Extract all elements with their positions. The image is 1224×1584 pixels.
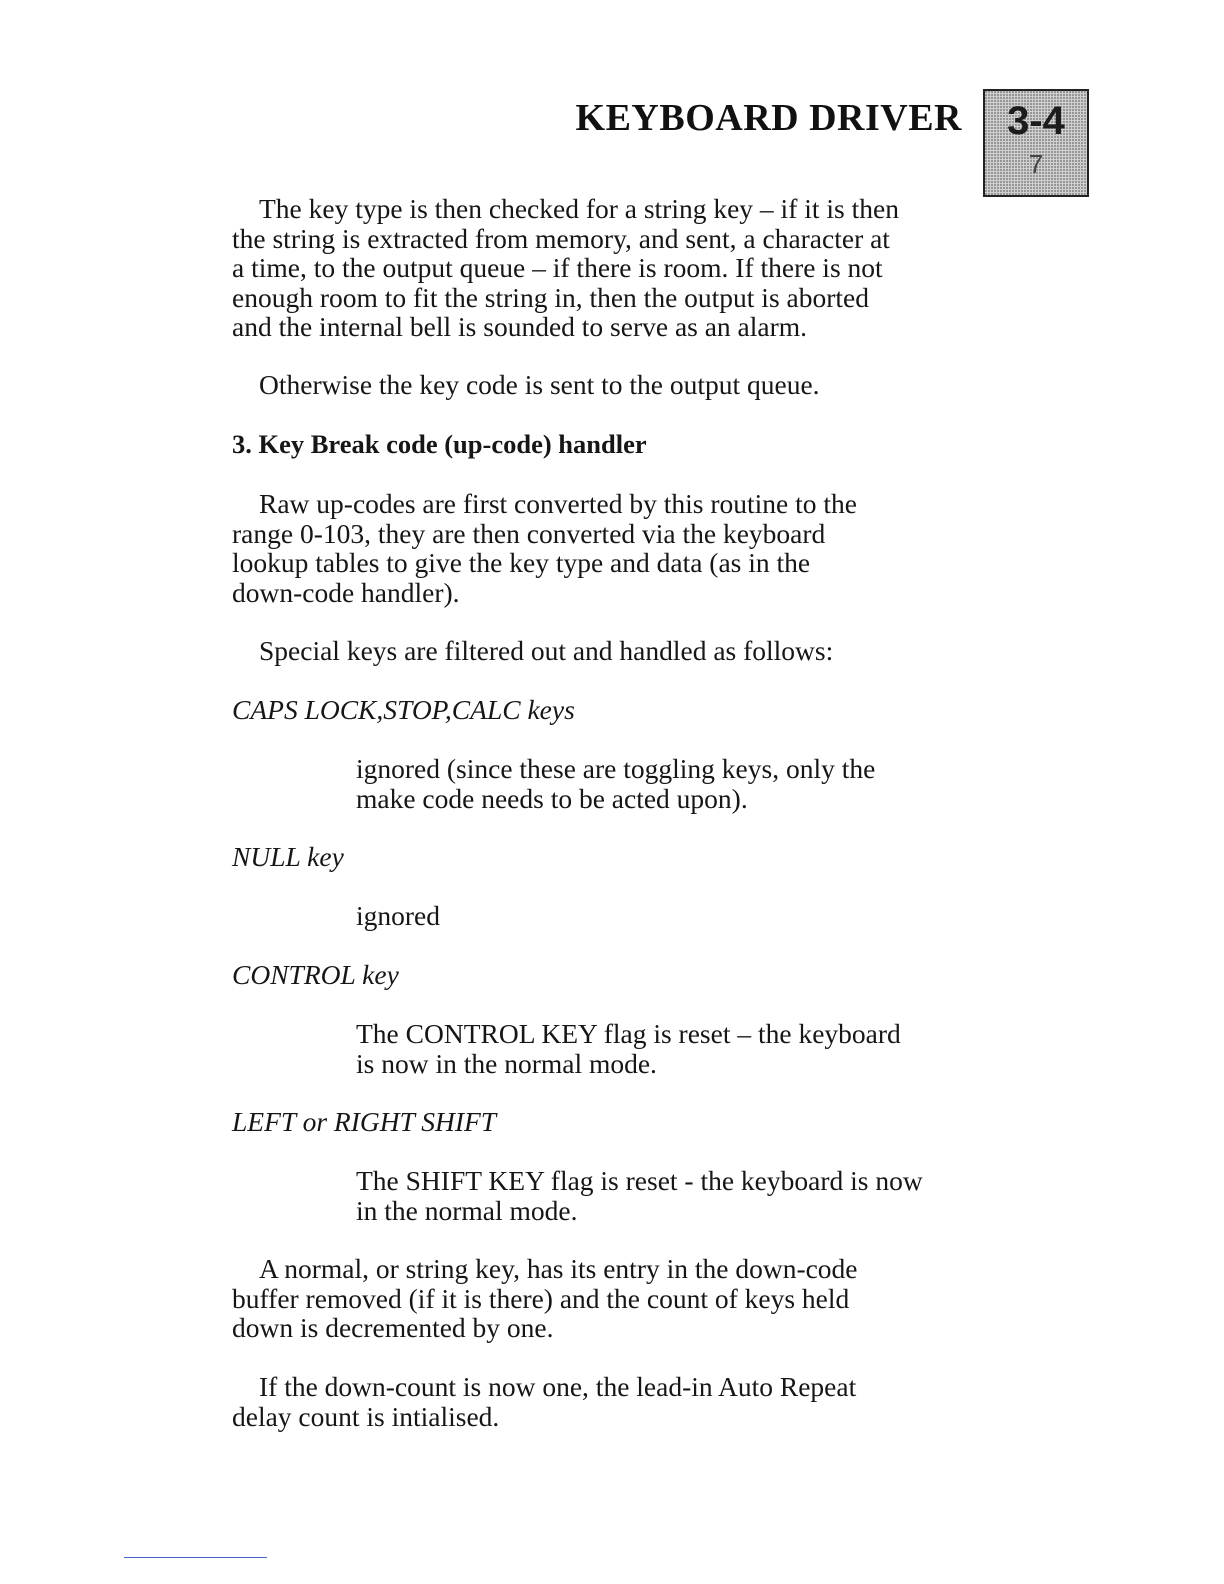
text-line: down is decremented by one.: [232, 1312, 554, 1343]
text-line: The CONTROL KEY flag is reset – the keyboard: [356, 1018, 901, 1049]
definition-description: [356, 1166, 986, 1225]
paragraph-normal-key: [232, 1254, 977, 1343]
text-line: is now in the normal mode.: [356, 1047, 657, 1079]
text-line: lookup tables to give the key type and data (as in the: [232, 547, 811, 578]
paragraph-raw-upcodes: [232, 489, 977, 607]
page-title: KEYBOARD DRIVER: [575, 97, 962, 139]
section-tab: [983, 89, 1089, 197]
paragraph-special-keys: [232, 636, 977, 666]
paragraph-output-queue: [232, 370, 977, 400]
definition-description: [356, 754, 986, 813]
paragraph-string-key: [232, 194, 977, 342]
text-line: and the internal bell is sounded to serve as an alarm.: [232, 311, 808, 342]
text-line: delay count is intialised.: [232, 1400, 500, 1432]
text-line: The key type is then checked for a string key – if it is then: [259, 193, 899, 224]
text-line: Special keys are filtered out and handled as follows:: [259, 635, 834, 666]
text-line: ignored: [356, 900, 441, 931]
definition-term: CONTROL key: [232, 959, 399, 990]
definition-description: [356, 901, 986, 931]
text-line: A normal, or string key, has its entry in the down-code: [259, 1253, 858, 1284]
definition-term: NULL key: [232, 841, 344, 872]
text-line: the string is extracted from memory, and sent, a character at: [232, 222, 890, 254]
text-line: Raw up-codes are first converted by this routine to the: [259, 488, 857, 519]
definition-term: LEFT or RIGHT SHIFT: [232, 1106, 497, 1137]
text-line: buffer removed (if it is there) and the count of keys held: [232, 1282, 850, 1314]
text-line: down-code handler).: [232, 576, 460, 608]
text-line: range 0-103, they are then converted via the keyboard: [232, 517, 826, 549]
text-line: ignored (since these are toggling keys, only the: [356, 753, 876, 784]
definition-description: [356, 1019, 986, 1078]
text-line: The SHIFT KEY flag is reset - the keyboard is now: [356, 1165, 923, 1196]
page-number: 7: [1028, 149, 1044, 179]
text-line: a time, to the output queue – if there is room. If there is not: [232, 252, 883, 283]
text-line: If the down-count is now one, the lead-in Auto Repeat: [259, 1371, 857, 1402]
text-line: in the normal mode.: [356, 1194, 578, 1226]
paragraph-down-count: [232, 1372, 977, 1431]
text-line: make code needs to be acted upon).: [356, 782, 748, 814]
footer-rule: [124, 1557, 267, 1558]
section-heading: 3. Key Break code (up-code) handler: [232, 429, 647, 459]
section-number: 3-4: [1007, 99, 1065, 143]
text-line: enough room to fit the string in, then the output is aborted: [232, 281, 869, 313]
definition-term: CAPS LOCK,STOP,CALC keys: [232, 694, 575, 725]
text-line: Otherwise the key code is sent to the output queue.: [259, 369, 820, 400]
